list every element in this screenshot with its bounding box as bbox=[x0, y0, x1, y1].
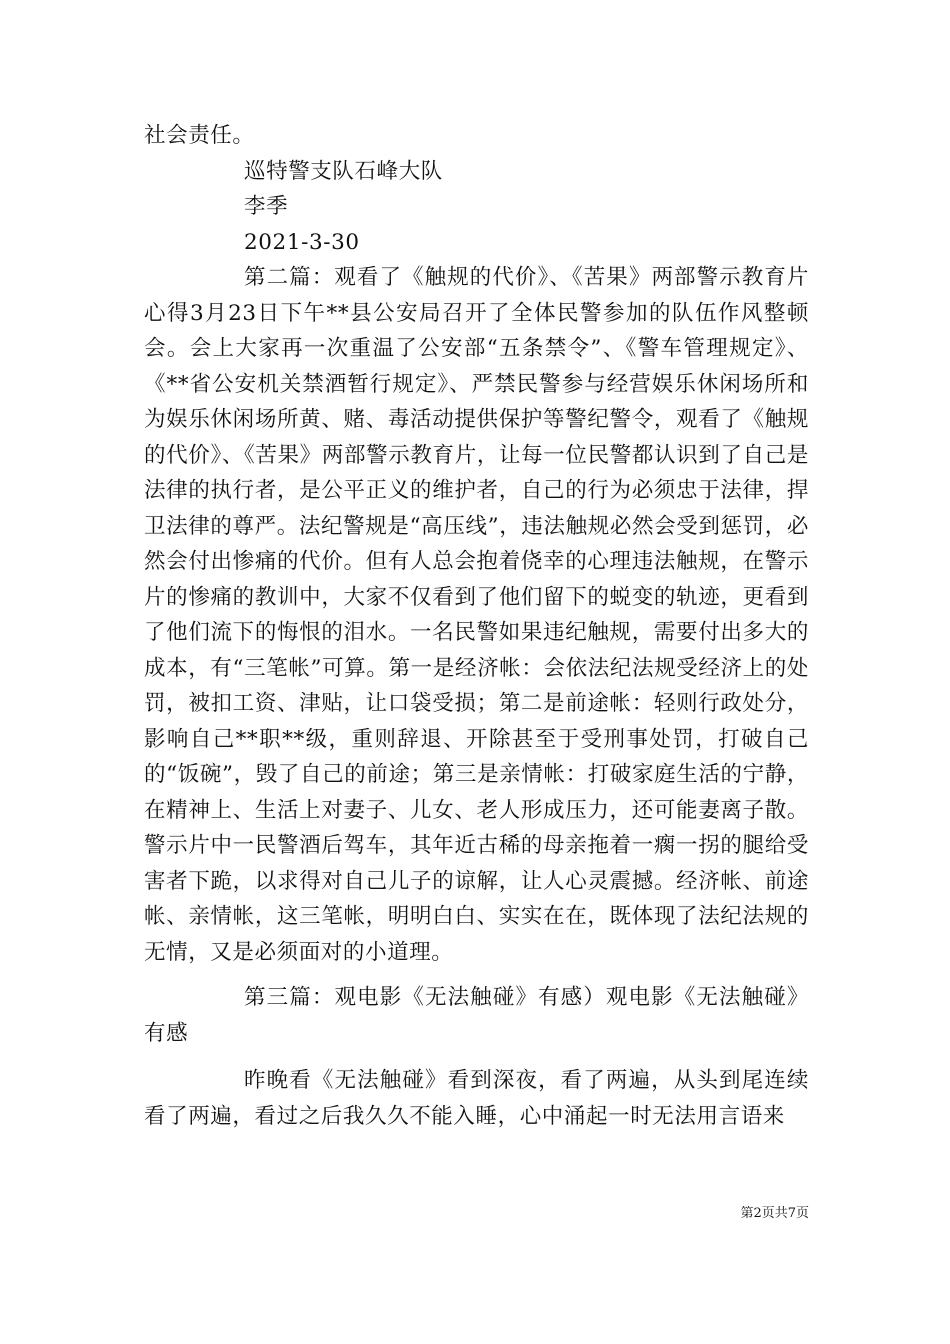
signature-name: 李季 bbox=[244, 194, 289, 219]
paragraph-closing: 社会责任。 bbox=[144, 123, 255, 148]
signature-unit: 巡特警支队石峰大队 bbox=[244, 158, 443, 184]
signature-date: 2021-3-30 bbox=[244, 229, 360, 255]
paragraph-part-three-title: 第三篇：观电影《无法触碰》有感）观电影《无法触碰》有感 bbox=[144, 985, 809, 1046]
document-body bbox=[144, 118, 809, 1134]
paragraph-part-three-body: 昨晚看《无法触碰》看到深夜，看了两遍，从头到尾连续看了两遍，看过之后我久久不能入睡，心中涌起一时无法用言语来 bbox=[144, 1068, 809, 1129]
paragraph-part-two: 第二篇：观看了《触规的代价》、《苦果》两部警示教育片心得3月23日下午**县公安局召开了全体民警参加的队伍作风整顿会。会上大家再一次重温了公安部“五条禁令”、《警车管理规定》、《**省公安机关禁酒暂行规定》、严禁民警参与经营娱乐休闲场所和为娱乐休闲场所黄、赌、毒活动提供保护等警纪警令，观看了《触规的代价》、《苦果》两部警示教育片，让每一位民警都认识到了自己是法律的执行者，是公平正义的维护者，自己的行为必须忠于法律，捍卫法律的尊严。法纪警规是“高压线”，违法触规必然会受到惩罚，必然会付出惨痛的代价。但有人总会抱着侥幸的心理违法触规，在警示片的惨痛的教训中，大家不仅看到了他们留下的蜕变的轨迹，更看到了他们流下的悔恨的泪水。一名民警如果违纪触规，需要付出多大的成本，有“三笔帐”可算。第一是经济帐：会依法纪法规受经济上的处罚，被扣工资、津贴，让口袋受损；第二是前途帐：轻则行政处分，影响自己**职**级，重则辞退、开除甚至于受刑事处罚，打破自己的“饭碗”，毁了自己的前途；第三是亲情帐：打破家庭生活的宁静，在精神上、生活上对妻子、儿女、老人形成压力，还可能妻离子散。警示片中一民警酒后驾车，其年近古稀的母亲拖着一瘸一拐的腿给受害者下跪，以求得对自己儿子的谅解，让人心灵震撼。经济帐、前途帐、亲情帐，这三笔帐，明明白白、实实在在，既体现了法纪法规的无情，又是必须面对的小道理。 bbox=[144, 265, 809, 965]
page-number-footer: 第2页共7页 bbox=[740, 1206, 809, 1221]
